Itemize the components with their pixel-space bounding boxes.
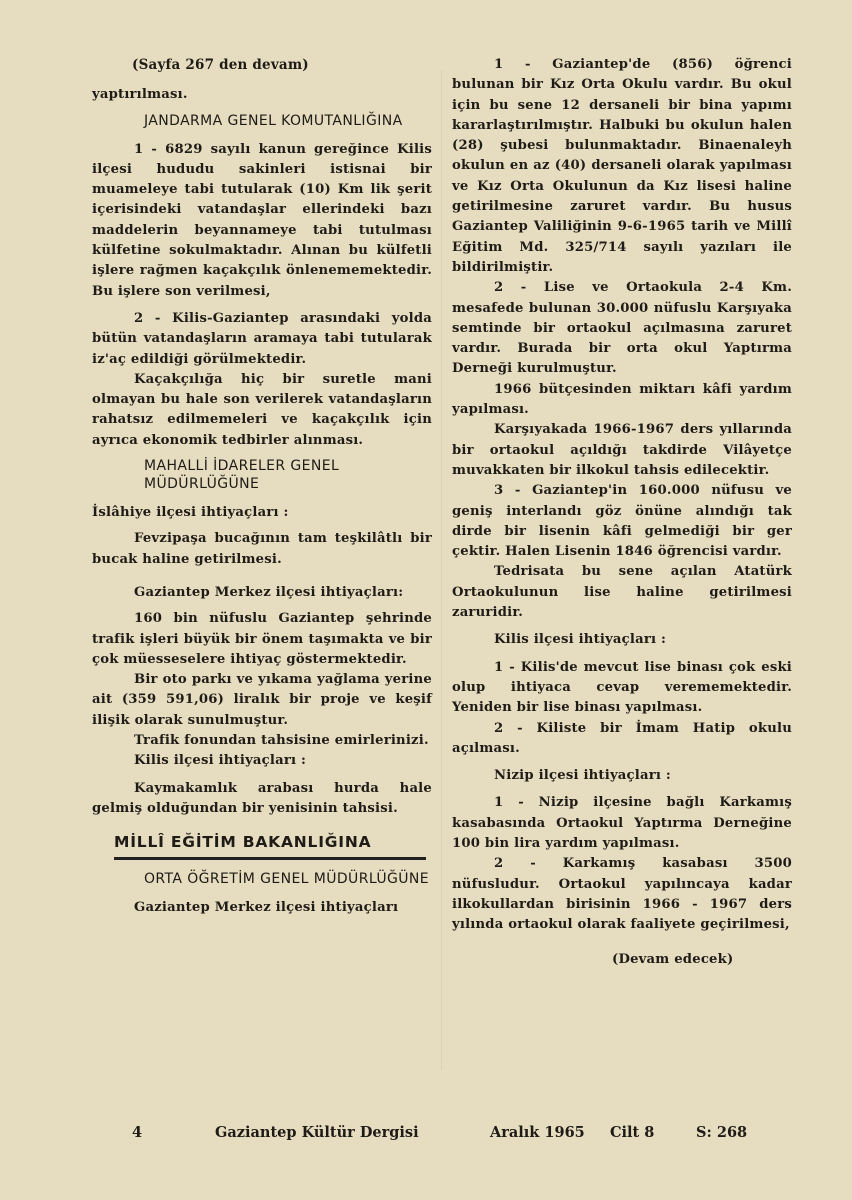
paragraph: 1 - Nizip ilçesine bağlı Karkamış kasabasında Ortaokul Yaptırma Derneğine 100 bin lira yardım yapılması. [452, 795, 792, 851]
paragraph: 2 - Lise ve Ortaokula 2-4 Km. mesafede bulunan 30.000 nüfuslu Karşıyaka semtinde bir ortaokul açılmasına zaruret vardır. Burada bir orta okul Yaptırma Derneği kurulmuştur. [452, 280, 792, 377]
jandarma-heading: JANDARMA GENEL KOMUTANLIĞINA [144, 112, 403, 129]
volume: Cilt 8 [610, 1124, 655, 1141]
orta-ogretim-heading: ORTA ÖĞRETİM GENEL MÜDÜRLÜĞÜNE [144, 871, 429, 888]
continuation-note: (Sayfa 267 den devam) [132, 57, 309, 73]
section-label: Nizip ilçesi ihtiyaçları : [494, 768, 671, 784]
paragraph: Trafik fonundan tahsisine emirlerinizi. [134, 733, 429, 749]
milli-egitim-heading: MİLLÎ EĞİTİM BAKANLIĞINA [114, 833, 372, 852]
mahalli-heading: MAHALLİ İDARELER GENEL MÜDÜRLÜĞÜNE [144, 458, 340, 493]
right-column [452, 55, 792, 971]
paragraph: 160 bin nüfuslu Gaziantep şehrinde trafik işleri büyük bir önem taşımakta ve bir çok müesseselere ihtiyaç göstermektedir. [92, 611, 432, 667]
paragraph: 2 - Karkamış kasabası 3500 nüfusludur. Ortaokul yapılıncaya kadar ilkokullardan birisinin 1966 - 1967 ders yılında ortaokul olarak faaliyete geçirilmesi, [452, 856, 792, 933]
paragraph: 1966 bütçesinden miktarı kâfi yardım yapılması. [452, 381, 792, 418]
continued-note: (Devam edecek) [612, 952, 734, 968]
paragraph: 1 - Kilis'de mevcut lise binası çok eski olup ihtiyaca cevap verememektedir. Yeniden bir lise binası yapılması. [452, 659, 792, 716]
journal-title: Gaziantep Kültür Dergisi [215, 1124, 419, 1141]
left-column [92, 55, 432, 919]
paragraph: 3 - Gaziantep'in 160.000 nüfusu ve geniş interlandı göz önüne alındığı tak dirde bir lisenin kâfi gelmediği bir ger çektir. Halen Lisenin 1846 öğrencisi vardır. [452, 483, 792, 560]
section-label: İslâhiye ilçesi ihtiyaçları : [92, 505, 289, 521]
section-label: Gaziantep Merkez ilçesi ihtiyaçları: [134, 584, 404, 600]
paragraph: 2 - Kilis-Gaziantep arasındaki yolda bütün vatandaşların aramaya tabi tutularak iz'aç edildiği görülmektedir. [92, 310, 432, 367]
intro-text: yaptırılması. [92, 87, 188, 103]
section-label: Kilis ilçesi ihtiyaçları : [134, 753, 307, 769]
paragraph: 2 - Kiliste bir İmam Hatip okulu açılması. [452, 720, 792, 756]
paragraph: Fevzipaşa bucağının tam teşkilâtlı bir bucak haline getirilmesi. [92, 531, 432, 567]
issue-date: Aralık 1965 [490, 1124, 585, 1141]
paragraph: Kaçakçılığa hiç bir suretle mani olmayan bu hale son verilerek vatandaşların rahatsız edilmemeleri ve kaçakçılık için ayrıca ekonomik tedbirler alınması. [92, 371, 432, 448]
section-label: Gaziantep Merkez ilçesi ihtiyaçları [134, 900, 399, 916]
page-number: 4 [132, 1124, 143, 1141]
issue-number: S: 268 [696, 1124, 748, 1141]
paragraph: Tedrisata bu sene açılan Atatürk Ortaokulunun lise haline getirilmesi zaruridir. [452, 564, 792, 621]
paragraph: 1 - Gaziantep'de (856) öğrenci bulunan bir Kız Orta Okulu vardır. Bu okul için bu sene 12 dersaneli bir bina yapımı kararlaştırılmıştır. Halbuki bu okulun halen (28) şubesi bulunmaktadır. Binaenaleyh okulun en az (40) dersaneli olarak yapılması ve Kız Orta Okulunun da Kız lisesi haline getirilmesine zaruret vardır. Bu husus Gaziantep Valiliğinin 9-6-1965 tarih ve Millî Eğitim Md. 325/714 sayılı yazıları ile bildirilmiştir. [452, 57, 792, 275]
paragraph: Bir oto parkı ve yıkama yağlama yerine ait (359 591,06) liralık bir proje ve keşif ilişik olarak sunulmuştur. [92, 672, 432, 728]
heading-rule [114, 857, 426, 860]
paragraph: 1 - 6829 sayılı kanun gereğince Kilis ilçesi hududu sakinleri istisnai bir muameleye tabi tutularak (10) Km lik şerit içerisindeki vatandaşlar ellerindeki bazı maddelerin beyannameye tabi tutulması külfetine sokulmaktadır. Alınan bu külfetli işlere rağmen kaçakçılık önlenememektedir. Bu işlere son verilmesi, [92, 141, 432, 299]
column-divider [441, 70, 442, 1070]
section-label: Kilis ilçesi ihtiyaçları : [494, 632, 667, 648]
paragraph: Karşıyakada 1966-1967 ders yıllarında bir ortaokul açıldığı takdirde Vilâyetçe muvakkaten bir ilkokul tahsis edilecektir. [452, 422, 792, 478]
paragraph: Kaymakamlık arabası hurda hale gelmiş olduğundan bir yenisinin tahsisi. [92, 780, 432, 816]
